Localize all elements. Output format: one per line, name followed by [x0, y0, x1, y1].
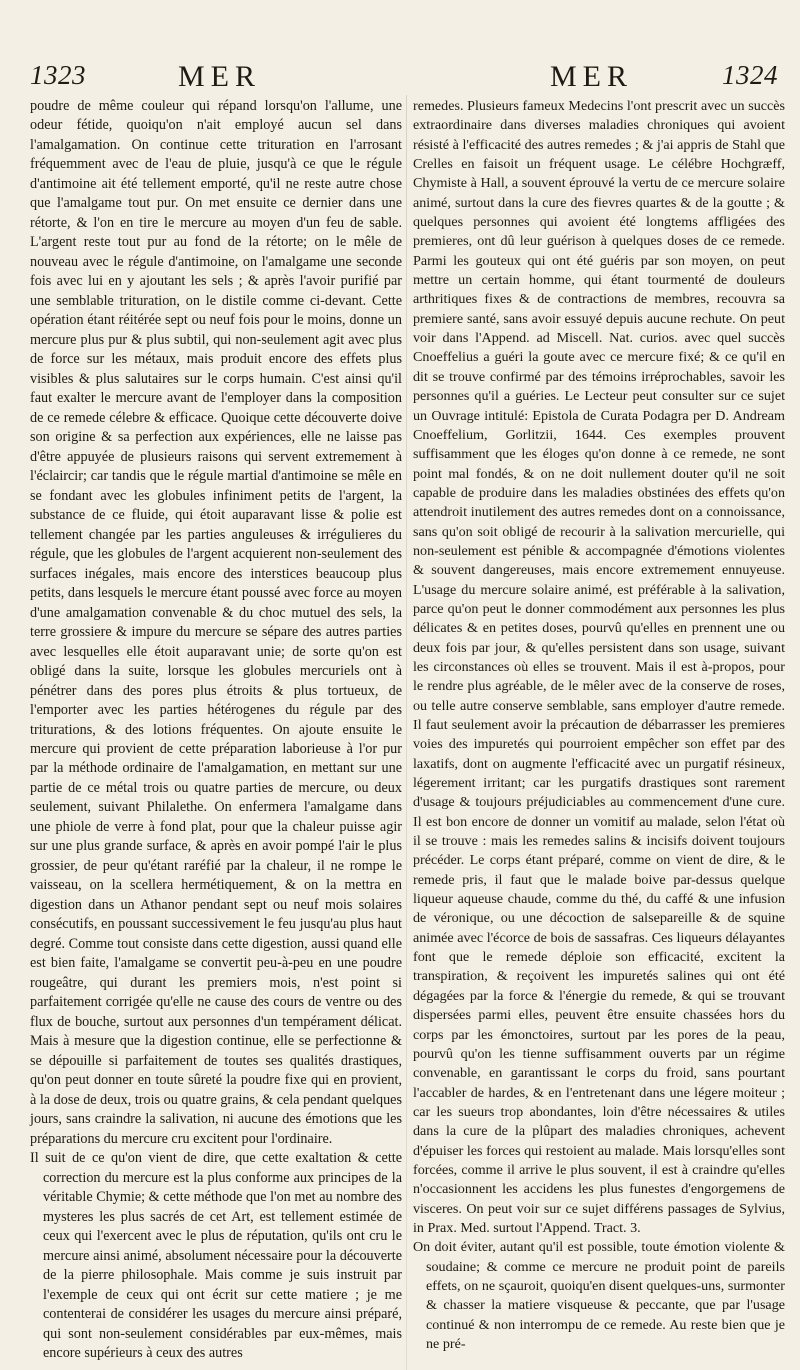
right-column	[413, 97, 785, 1354]
running-head	[0, 60, 800, 94]
left-paragraph-1: poudre de même couleur qui répand lorsqu'on l'allume, une odeur fétide, quoiqu'on n'ait employé aucun sel dans l'amalgamation. On continue cette trituration en l'arrosant fréquemment avec de l'eau de pluie, jusqu'à ce que le régule d'antimoine ait été tellement emporté, qu'il ne reste autre chose que l'amalgame tout pur. On met ensuite ce dernier dans une rétorte, & l'on en tire le mercure au moyen d'un feu de sable. L'argent reste tout pur au fond de la rétorte; on le mêle de nouveau avec le régule d'antimoine, on l'amalgame une seconde fois avec lui en y ajoutant les sels ; & après l'avoir purifié par une semblable trituration, on le distile comme ci-devant. Cette opération étant réitérée sept ou neuf fois pour le moins, donne un mercure plus pur & plus subtil, qui non-seulement agit avec plus de force sur les métaux, mais produit encore des effets plus visibles & plus salutaires sur le corps humain. C'est ainsi qu'il faut exalter le mercure avant de l'employer dans la composition de ce remede célebre & efficace. Quoique cette découverte doive son origine & sa perfection aux expériences, elle ne laisse pas d'être appuyée de plusieurs raisons qui servent extremement à l'éclaircir; car tandis que le régule martial d'antimoine se mêle en se fondant avec les globules infiniment petits de l'argent, la substance de ce fluide, qui étoit auparavant lisse & polie est tellement changée par les parties anguleuses & irrégulieres du régule, que les globules de l'argent acquierent non-seulement des surfaces inégales, mais encore des interstices beaucoup plus petits, dans lesquels le mercure étant poussé avec force au moyen d'une amalgamation convenable & du choc mutuel des sels, la terre grossiere & impure du mercure se sépare des autres parties avec lesquelles elle étoit auparavant unie; de sorte qu'on est obligé dans la suite, lorsque les globules mercuriels ont à pénétrer dans des pores plus étroits & plus tortueux, de l'emporter avec les parties hétérogenes du régule par des triturations, & des lotions fréquentes. On ajoute ensuite le mercure qui provient de cette préparation laborieuse à l'or pur par la méthode ordinaire de l'amalgamation, en mettant sur une partie de ce métal trois ou quatre parties de mercure, ou deux seulement, suivant Philalethe. On enfermera l'amalgame dans une phiole de verre à fond plat, pour que la chaleur puisse agir sur une plus grande surface, & après en avoir pompé l'air le plus grossier, de peur qu'étant raréfié par la chaleur, il ne rompe le vaisseau, on la scellera hermétiquement, & on la mettra en digestion dans un Athanor pendant sept ou neuf mois solaires consécutifs, en poussant successivement le feu jusqu'au plus haut degré. Comme tout consiste dans cette digestion, aussi quand elle est bien faite, l'amalgame se convertit peu-à-peu en une poudre rougeâtre, qui durant les premiers mois, n'est point si parfaitement corrigée qu'elle ne cause des cours de ventre ou des flux de bouche, surtout aux personnes d'un tempérament délicat. Mais à mesure que la digestion continue, elle se perfectionne & se dépouille si parfaitement de toutes ses qualités drastiques, qu'on peut donner en toute sûreté la poudre fixe qui en provient, à la dose de deux, trois ou quatre grains, & cela pendant quelques jours, sans craindre la salivation, ni aucune des émotions que les préparations du mercure cru excitent pour l'ordinaire.	[30, 98, 402, 1147]
left-paragraph-2: Il suit de ce qu'on vient de dire, que cette exaltation & cette correction du mercure est la plus conforme aux principes de la véritable Chymie; & cette méthode que l'on met au nombre des mysteres les plus sacrés de cet Art, est tellement estimée de ceux qui l'exercent avec le plus de réputation, qu'ils ont cru le mercure ainsi animé, absolument nécessaire pour la découverte de la pierre philosophale. Mais comme je suis instruit par l'exemple de ceux qui ont écrit sur cette matiere ; je me contenterai de considérer les usages du mercure ainsi préparé, qui sont non-seulement considérables par eux-mêmes, mais encore supérieurs à ceux des autres	[30, 1150, 402, 1361]
right-paragraph-2: On doit éviter, autant qu'il est possible, toute émotion violente & soudaine; & comme ce mercure ne produit point de pareils effets, on ne sçauroit, quoiqu'en disent quelques-uns, surmonter & chasser la matiere visqueuse & peccante, que par l'usage continué & non interrompu de ce remede. Au reste bien que je ne pré-	[413, 1239, 785, 1352]
running-head-right: MER	[550, 60, 634, 93]
left-column	[30, 97, 402, 1363]
right-paragraph-1: remedes. Plusieurs fameux Medecins l'ont prescrit avec un succès extraordinaire dans diverses maladies chroniques qui avoient résisté à l'efficacité des autres remedes ; & j'ai appris de Stahl que Crelles en faisoit un fréquent usage. Le célébre Hochgræff, Chymiste à Hall, a souvent éprouvé la vertu de ce mercure solaire animé, surtout dans la cure des fievres quartes & de la goutte ; & quelques personnes qui avoient été longtems affligées des premieres, ont dû leur guérison à quelques doses de ce remede. Parmi les gouteux qui ont été guéris par son moyen, on peut mettre un certain homme, qui étant tourmenté de douleurs arthritiques fixes & de contractions de membres, recouvra sa premiere santé, sans avoir essuyé depuis aucune rechute. On peut voir dans l'Append. ad Miscell. Nat. curios. avec quel succès Cnoeffelius a guéri la goute avec ce mercure fixé; & ce qu'il en dit se trouve confirmé par des témoins irréprochables, savoir les personnes qu'il a guéries. Le Lecteur peut consulter sur ce sujet un Ouvrage intitulé: Epistola de Curata Podagra per D. Andream Cnoeffelium, Gorlitzii, 1644. Ces exemples prouvent suffisamment que les éloges qu'on donne à ce remede, ne sont point mal fondés, & on ne doit nullement douter qu'il ne soit capable de produire dans les maladies obstinées des effets qu'on attendroit inutilement des autres remedes dont on a connoissance, sans qu'on soit obligé de recourir à la salivation mercurielle, qui non-seulement est pénible & accompagnée d'émotions violentes & souvent dangereuses, mais encore extremement ennuyeuse. L'usage du mercure solaire animé, est préférable à la salivation, parce qu'on peut le donner commodément aux personnes les plus délicates & en petites doses, pourvû qu'elles en prennent une ou deux fois par jour, & qu'elles persistent dans son usage, suivant les circonstances où elles se trouvent. Mais il est à-propos, pour le rendre plus agréable, de le mêler avec de la conserve de roses, ou telle autre conserve semblable, sans employer d'autre remede. Il faut seulement avoir la précaution de débarrasser les premieres voies des impuretés qui pourroient empêcher son effet par des laxatifs, dont on augmente l'efficacité avec un purgatif résineux, légerement irritant; car les purgatifs drastiques sont rarement d'usage & toujours préjudiciables au commencement d'une cure. Il est bon encore de donner un vomitif au malade, selon l'état où il se trouve : mais les remedes salins & incisifs doivent toujours précéder. Le corps étant préparé, comme on vient de dire, & le remede pris, il faut que le malade boive par-dessus quelque liqueur aqueuse chaude, comme du thé, du caffé & une infusion de véronique, ou une décoction de salsepareille & de squine animée avec l'écorce de bois de sassafras. Ces liqueurs délayantes font que le remede déploie son efficacité, excitent la transpiration, & reçoivent les impuretés salines qui ont été dégagées par la force & l'énergie du remede, & qui se trouvant dispersées parmi elles, peuvent être ensuite chassées hors du corps par les émonctoires, surtout par les pores de la peau, pourvû qu'on les tienne suffisamment ouverts par un régime convenable, en garantissant le corps du froid, sans pourtant l'accabler de hardes, & en l'entretenant dans une légere moiteur ; car les sueurs trop abondantes, loin d'être nécessaires & utiles dans la cure de la plûpart des maladies chroniques, achevent d'épuiser les forces qui restoient au malade. Mais lorsqu'elles sont forcées, comme il arrive le plus souvent, il est à craindre qu'elles n'occasionnent les accidens les plus funestes d'engorgemens de visceres. On peut voir sur ce sujet différens passages de Sylvius, in Prax. Med. surtout l'Append. Tract. 3.	[413, 98, 785, 1236]
page-number-left: 1323	[30, 60, 86, 90]
page-number-right: 1324	[722, 60, 778, 90]
running-head-left: MER	[178, 60, 262, 93]
column-divider	[406, 95, 407, 1370]
